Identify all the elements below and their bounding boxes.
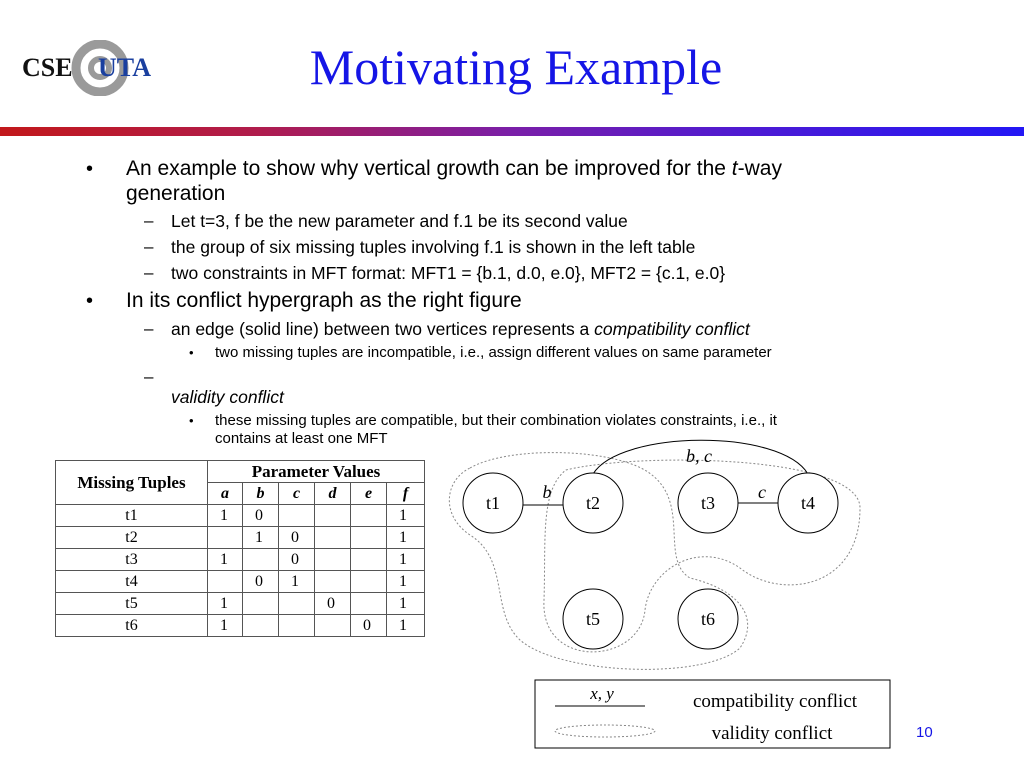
vertex-label: t1 xyxy=(485,493,501,513)
bullet-2-1: an edge (solid line) between two vertices represents a compatibility conflict xyxy=(171,319,750,339)
table-cell: 1 xyxy=(387,593,425,615)
table-cell: 1 xyxy=(387,505,425,527)
vertex-label: t3 xyxy=(700,493,716,513)
table-cell: 1 xyxy=(387,549,425,571)
table-cell: 0 xyxy=(243,571,279,593)
table-cell: 1 xyxy=(243,527,279,549)
dash-marker: – xyxy=(144,263,154,282)
param-header: c xyxy=(279,483,315,505)
vertex-label: t2 xyxy=(585,493,601,513)
table-cell: 1 xyxy=(387,571,425,593)
table-cell: 1 xyxy=(208,505,243,527)
sub-bullet-marker: • xyxy=(189,413,194,428)
bullet-2-1-1: two missing tuples are incompatible, i.e., assign different values on same parameter xyxy=(215,344,772,361)
tuple-name: t2 xyxy=(56,527,208,549)
param-header: e xyxy=(351,483,387,505)
tuple-name: t3 xyxy=(56,549,208,571)
dash-marker: – xyxy=(144,367,154,386)
tuple-name: t6 xyxy=(56,615,208,637)
table-cell: 1 xyxy=(208,615,243,637)
table-cell: 1 xyxy=(208,549,243,571)
table-cell: 0 xyxy=(279,527,315,549)
edge-label-c: c xyxy=(758,482,766,502)
dash-marker: – xyxy=(144,237,154,256)
param-header: f xyxy=(387,483,425,505)
table-cell: 0 xyxy=(315,593,351,615)
table-cell: 0 xyxy=(243,505,279,527)
legend-validity-label: validity conflict xyxy=(711,723,833,744)
param-header: b xyxy=(243,483,279,505)
parameter-values-header: Parameter Values xyxy=(208,461,425,483)
logo-cse: CSE xyxy=(22,53,73,82)
bullet-1-1: Let t=3, f be the new parameter and f.1 be its second value xyxy=(171,211,628,231)
dash-marker: – xyxy=(144,211,154,230)
table-cell: 1 xyxy=(208,593,243,615)
table-cell: 1 xyxy=(387,527,425,549)
bullet-1-2: the group of six missing tuples involving f.1 is shown in the left table xyxy=(171,237,696,257)
table-cell: 1 xyxy=(279,571,315,593)
bullet-1-cont: generation xyxy=(126,182,226,205)
table-cell: 0 xyxy=(351,615,387,637)
bullet-2: In its conflict hypergraph as the right figure xyxy=(126,289,522,312)
page-number: 10 xyxy=(916,724,933,741)
bullet-marker: • xyxy=(86,290,94,312)
bullet-marker: • xyxy=(86,158,94,180)
bullet-2-2-1-cont: contains at least one MFT xyxy=(215,430,388,447)
vertex-label: t4 xyxy=(800,493,816,513)
tuple-name: t5 xyxy=(56,593,208,615)
legend-edge-sample-label: x, y xyxy=(590,684,614,703)
vertex-label: t5 xyxy=(585,609,601,629)
bullet-1-3: two constraints in MFT format: MFT1 = {b.1, d.0, e.0}, MFT2 = {c.1, e.0} xyxy=(171,263,726,283)
param-header: d xyxy=(315,483,351,505)
bullet-2-2-1: these missing tuples are compatible, but their combination violates constraints, i.e., it xyxy=(215,412,777,429)
table-cell: 0 xyxy=(279,549,315,571)
bullet-1: An example to show why vertical growth can be improved for the t-way xyxy=(126,157,782,180)
vertex-label: t6 xyxy=(700,609,716,629)
legend-compat-label: compatibility conflict xyxy=(692,691,858,712)
slide-title: Motivating Example xyxy=(309,39,723,95)
sub-bullet-marker: • xyxy=(189,345,194,360)
bullet-2-2-cont: validity conflict xyxy=(171,387,284,407)
missing-tuples-header: Missing Tuples xyxy=(56,461,208,505)
table-cell: 1 xyxy=(387,615,425,637)
logo-uta: UTA xyxy=(98,53,151,82)
param-header: a xyxy=(208,483,243,505)
edge-label-b: b xyxy=(542,482,552,502)
tuple-name: t4 xyxy=(56,571,208,593)
tuple-name: t1 xyxy=(56,505,208,527)
edge-label-bc: b, c xyxy=(686,446,712,466)
dash-marker: – xyxy=(144,319,154,338)
